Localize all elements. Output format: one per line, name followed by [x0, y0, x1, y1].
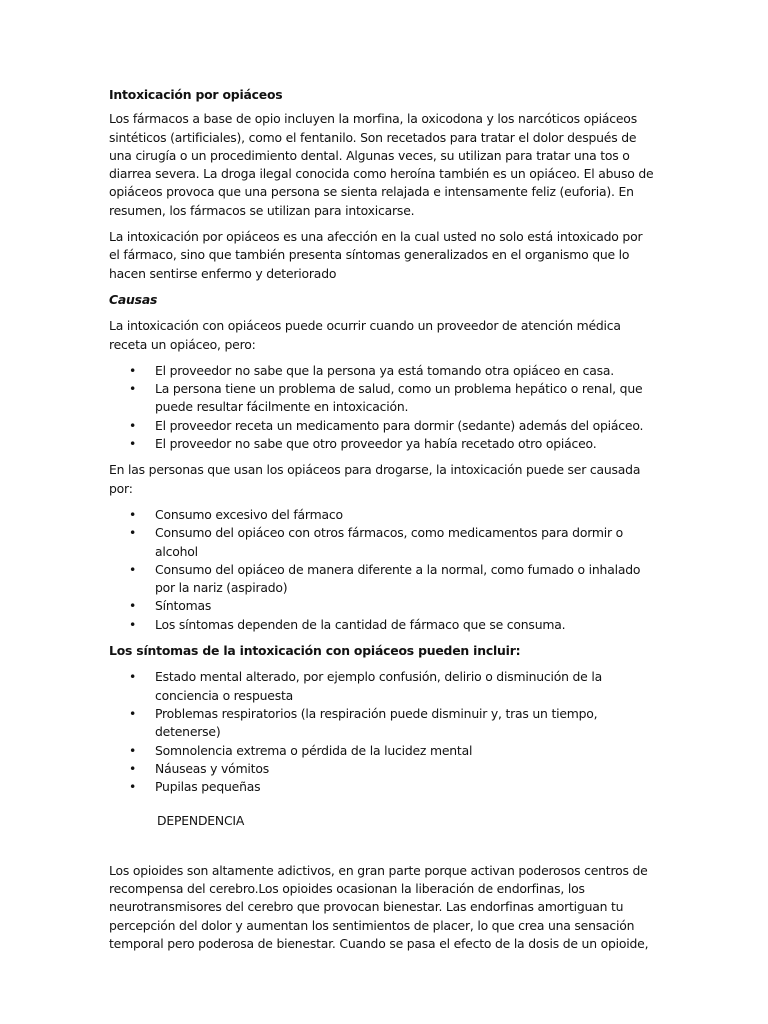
bullet-icon: • [129, 506, 137, 522]
list-item [109, 524, 654, 561]
list-item-text: Los síntomas dependen de la cantidad de fármaco que se consuma. [155, 616, 566, 632]
list-item [109, 778, 654, 796]
intro-paragraph: La intoxicación por opiáceos es una afección en la cual usted no solo está intoxicado por el fármaco, sino que también presenta síntomas generalizados en el organismo que lo hacen sentirse enfermo y deteriorado [109, 229, 643, 281]
drug-use-list [109, 506, 654, 634]
causes-list [109, 362, 654, 453]
list-item-text: Pupilas pequeñas [155, 779, 261, 795]
causes-heading: Causas [109, 291, 158, 307]
bullet-icon: • [129, 598, 137, 614]
list-item [109, 760, 654, 778]
dependence-paragraph: Los opioides son altamente adictivos, en gran parte porque activan poderosos centros de recompensa del cerebro.Los opioides ocasionan la liberación de endorfinas, los neurotransmisores del cerebro que provocan bienestar. Las endorfinas amortiguan tu percepción del dolor y aumentan los sentimientos de placer, lo que crea una sensación temporal pero poderosa de bienestar. Cuando se pasa el efecto de la dosis de un opioide, [109, 862, 649, 951]
drug-use-paragraph: En las personas que usan los opiáceos para drogarse, la intoxicación puede ser causada por: [109, 462, 641, 496]
bullet-icon: • [129, 742, 137, 758]
bullet-icon: • [129, 669, 137, 685]
document-title: Intoxicación por opiáceos [109, 87, 283, 102]
bullet-icon: • [129, 362, 137, 378]
bullet-icon: • [129, 417, 137, 433]
symptoms-list [109, 668, 654, 796]
list-item-text: El proveedor receta un medicamento para dormir (sedante) además del opiáceo. [155, 417, 644, 433]
document-body [109, 86, 654, 961]
bullet-icon: • [129, 561, 137, 577]
list-item [109, 380, 654, 417]
causes-paragraph: La intoxicación con opiáceos puede ocurrir cuando un proveedor de atención médica receta un opiáceo, pero: [109, 318, 621, 352]
list-item-text: Síntomas [155, 598, 212, 614]
bullet-icon: • [129, 779, 137, 795]
list-item [109, 561, 654, 598]
list-item [109, 435, 654, 453]
bullet-icon: • [129, 525, 137, 541]
list-item [109, 668, 654, 705]
list-item-text: Estado mental alterado, por ejemplo confusión, delirio o disminución de la conciencia o respuesta [155, 669, 602, 703]
list-item [109, 705, 654, 742]
list-item [109, 597, 654, 615]
list-item [109, 362, 654, 380]
bullet-icon: • [129, 381, 137, 397]
bullet-icon: • [129, 760, 137, 776]
list-item-text: La persona tiene un problema de salud, como un problema hepático o renal, que puede resultar fácilmente en intoxicación. [155, 381, 643, 415]
list-item [109, 506, 654, 524]
list-item-text: El proveedor no sabe que la persona ya está tomando otra opiáceo en casa. [155, 362, 615, 378]
list-item-text: Problemas respiratorios (la respiración puede disminuir y, tras un tiempo, detenerse) [155, 705, 598, 740]
list-item [109, 742, 654, 760]
symptoms-heading: Los síntomas de la intoxicación con opiáceos pueden incluir: [109, 643, 521, 659]
list-item-text: Somnolencia extrema o pérdida de la lucidez mental [155, 742, 473, 758]
bullet-icon: • [129, 705, 137, 721]
list-item-text: Consumo excesivo del fármaco [155, 506, 343, 522]
list-item-text: Consumo del opiáceo de manera diferente a la normal, como fumado o inhalado por la nariz (aspirado) [155, 561, 641, 596]
bullet-icon: • [129, 436, 137, 452]
bullet-icon: • [129, 616, 137, 632]
list-item [109, 417, 654, 435]
list-item-text: El proveedor no sabe que otro proveedor ya había recetado otro opiáceo. [155, 436, 597, 452]
list-item-text: Consumo del opiáceo con otros fármacos, como medicamentos para dormir o alcohol [155, 525, 624, 559]
list-item-text: Náuseas y vómitos [155, 760, 269, 776]
list-item [109, 616, 654, 634]
intro-paragraph: Los fármacos a base de opio incluyen la morfina, la oxicodona y los narcóticos opiáceos sintéticos (artificiales), como el fentanilo. Son recetados para tratar el dolor después de una cirugía o un procedimiento dental. Algunas veces, su utilizan para tratar una tos o diarrea severa. La droga ilegal conocida como heroína también es un opiáceo. El abuso de opiáceos provoca que una persona se sienta relajada e intensamente feliz (euforia). En resumen, los fármacos se utilizan para intoxicarse. [109, 111, 654, 218]
dependence-subtitle: DEPENDENCIA [157, 813, 245, 829]
